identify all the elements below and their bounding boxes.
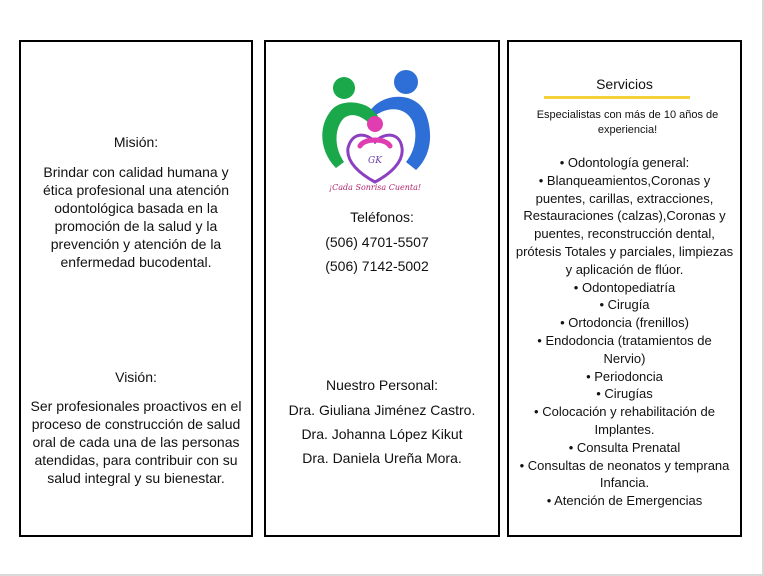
staff-title: Nuestro Personal: [325,377,439,393]
vision-title: Visión: [115,369,157,385]
service-item: • Ortodoncia (frenillos) [515,314,734,332]
services-title: Servicios [596,76,653,92]
phones-label: Teléfonos: [350,209,414,225]
contact-panel [264,40,500,537]
clinic-logo [308,62,442,196]
service-item: • Colocación y rehabilitación de Implantes. [515,403,734,439]
logo-blue-head [394,70,418,94]
vision-text: Ser profesionales proactivos en el proceso de construcción de salud oral de cada una de las personas atendidas, para contribuir con su salud integral y su bienestar. [30,398,242,486]
mission-text: Brindar con calidad humana y ética profesional una atención odontológica basada en la promoción de la salud y la prevención y atención de la enfermedad bucodental. [42,164,230,270]
phone-number-1: (506) 4701-5507 [325,234,429,250]
service-item: • Periodoncia [515,368,734,386]
service-item: • Atención de Emergencias [515,492,734,510]
staff-member-2: Dra. Johanna López Kikut [301,426,463,442]
service-item: • Cirugías [515,385,734,403]
services-title-underline [544,96,690,99]
service-item: • Blanqueamientos,Coronas y puentes, carillas, extracciones, Restauraciones (calzas),Coronas y puentes, reconstrucción dental, prótesis Totales y parciales, limpiezas y aplicación de flúor. [515,172,734,279]
service-item: • Odontopediatría [515,279,734,297]
service-item: • Cirugía [515,296,734,314]
logo-pink-head [367,116,383,132]
service-item: • Endodoncia (tratamientos de Nervio) [515,332,734,368]
services-intro: Especialistas con más de 10 años de experiencia! [536,109,719,136]
logo-monogram: GK [368,156,382,166]
staff-member-1: Dra. Giuliana Jiménez Castro. [288,402,476,418]
logo-green-head [333,77,355,99]
logo-tagline: ¡Cada Sonrisa Cuenta! [328,183,422,192]
service-item: • Consultas de neonatos y temprana Infancia. [515,457,734,493]
service-item: • Odontología general: [515,154,734,172]
service-item: • Consulta Prenatal [515,439,734,457]
services-panel [507,40,742,537]
staff-member-3: Dra. Daniela Ureña Mora. [302,450,462,466]
mission-title: Misión: [113,134,159,150]
mission-vision-panel [19,40,253,537]
services-list [515,154,734,510]
phone-number-2: (506) 7142-5002 [325,258,429,274]
